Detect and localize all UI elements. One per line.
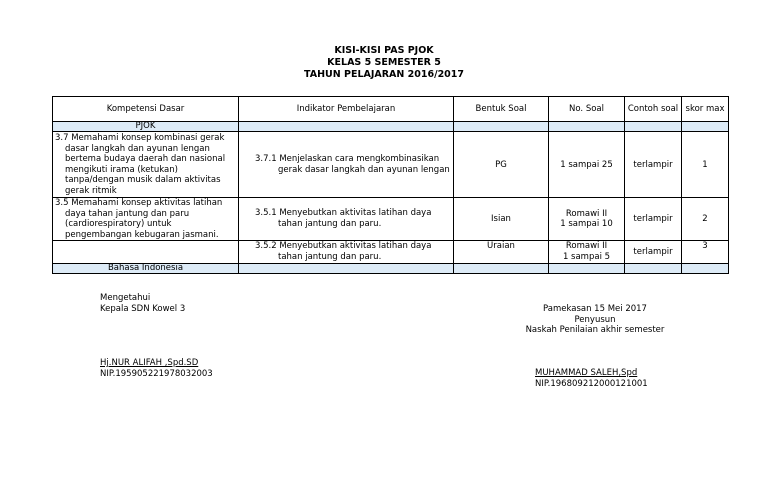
table-row <box>53 241 729 264</box>
signature-left-block <box>100 358 213 379</box>
document-title <box>0 45 768 81</box>
table-header-row <box>53 97 729 122</box>
table-row <box>53 132 729 198</box>
indikator-cell: 3.5.2 Menyebutkan aktivitas latihan daya tahan jantung dan paru. <box>239 241 454 264</box>
header-kompetensi-dasar: Kompetensi Dasar <box>53 97 239 122</box>
signer-name-right: MUHAMMAD SALEH,Spd <box>535 368 638 378</box>
mengetahui-label: Mengetahui <box>100 293 151 303</box>
signature-right-header <box>520 304 670 336</box>
title-line-1: KISI-KISI PAS PJOK <box>334 45 434 56</box>
header-no-soal: No. Soal <box>549 97 625 122</box>
skor-max-cell: 2 <box>682 198 729 241</box>
section-label-bahasa-indonesia: Bahasa Indonesia <box>53 264 239 274</box>
contoh-soal-cell: terlampir <box>625 241 682 264</box>
section-row-pjok <box>53 122 729 132</box>
skor-max-cell: 3 <box>682 241 729 264</box>
bentuk-soal-cell: PG <box>454 132 549 198</box>
no-soal-cell: 1 sampai 25 <box>549 132 625 198</box>
contoh-soal-cell: terlampir <box>625 198 682 241</box>
kd-text: daya tahan jantung dan paru (cardiorespiratory) untuk pengembangan kebugaran jasmani. <box>65 208 219 240</box>
no-soal-cell: Romawi II 1 sampai 5 <box>549 241 625 264</box>
signer-nip-right: NIP.196809212000121001 <box>535 378 648 389</box>
kepala-sekolah-label: Kepala SDN Kowel 3 <box>100 303 186 314</box>
signer-nip-left: NIP.195905221978032003 <box>100 368 213 379</box>
header-bentuk-soal: Bentuk Soal <box>454 97 549 122</box>
indikator-cell: 3.7.1 Menjelaskan cara mengkombinasikan gerak dasar langkah dan ayunan lengan <box>239 132 454 198</box>
kd-number-line: 3.7 Memahami konsep kombinasi gerak <box>55 133 225 143</box>
signer-name-left: Hj.NUR ALIFAH ,Spd.SD <box>100 358 199 368</box>
no-soal-cell: Romawi II 1 sampai 10 <box>549 198 625 241</box>
contoh-soal-cell: terlampir <box>625 132 682 198</box>
kisi-kisi-table <box>52 96 729 274</box>
title-line-2: KELAS 5 SEMESTER 5 <box>327 57 441 68</box>
bentuk-soal-cell: Uraian <box>454 241 549 264</box>
kd-cell <box>53 198 239 241</box>
header-contoh-soal: Contoh soal <box>625 97 682 122</box>
title-line-3: TAHUN PELAJARAN 2016/2017 <box>303 69 465 80</box>
skor-max-cell: 1 <box>682 132 729 198</box>
section-label-pjok: PJOK <box>53 122 239 132</box>
kd-text: dasar langkah dan ayunan lengan bertema budaya daerah dan nasional mengikuti irama (ketukan) tanpa/dengan musik dalam aktivitas gerak ritmik <box>65 143 226 196</box>
header-skor-max: skor max <box>682 97 729 122</box>
kd-cell <box>53 132 239 198</box>
place-date: Pamekasan 15 Mei 2017 <box>543 304 647 314</box>
signature-left-header <box>100 293 185 314</box>
signature-right-block <box>535 368 648 389</box>
penyusun-label: Penyusun <box>574 314 616 325</box>
table-row <box>53 198 729 241</box>
penyusun-role: Naskah Penilaian akhir semester <box>525 325 665 335</box>
kd-number-line: 3.5 Memahami konsep aktivitas latihan <box>55 198 223 208</box>
section-row-bahasa-indonesia <box>53 264 729 274</box>
header-indikator: Indikator Pembelajaran <box>239 97 454 122</box>
bentuk-soal-cell: Isian <box>454 198 549 241</box>
kd-cell <box>53 241 239 264</box>
indikator-cell: 3.5.1 Menyebutkan aktivitas latihan daya tahan jantung dan paru. <box>239 198 454 241</box>
